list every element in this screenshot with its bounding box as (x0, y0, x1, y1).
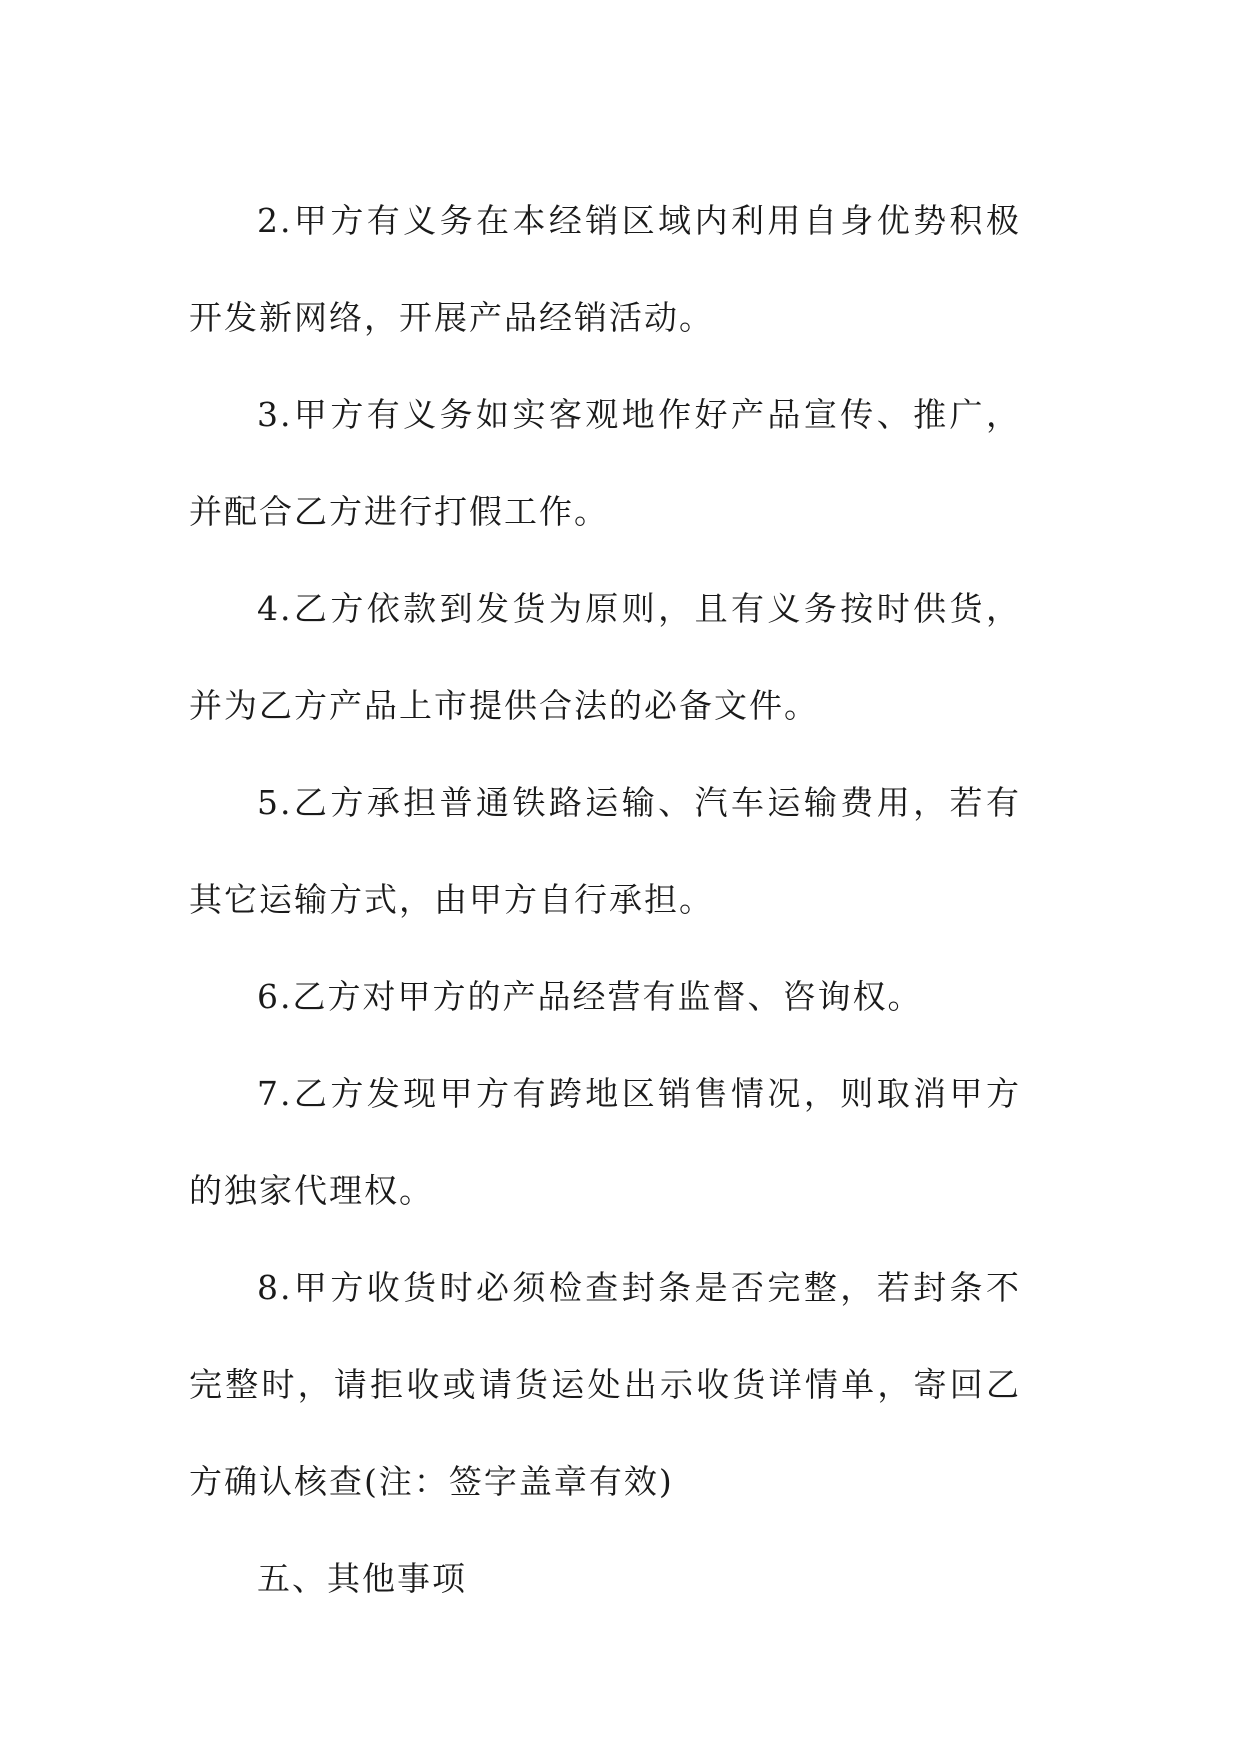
document-body (189, 172, 1021, 1627)
section-heading: 五、其他事项 (257, 1559, 467, 1598)
clause-5: 5.乙方承担普通铁路运输、汽车运输费用，若有其它运输方式，由甲方自行承担。 (189, 783, 1021, 919)
clause-6: 6.乙方对甲方的产品经营有监督、咨询权。 (257, 977, 923, 1016)
clause-7: 7.乙方发现甲方有跨地区销售情况，则取消甲方的独家代理权。 (189, 1074, 1021, 1210)
clause-8: 8.甲方收货时必须检查封条是否完整，若封条不完整时，请拒收或请货运处出示收货详情单，寄回乙方确认核查(注：签字盖章有效) (189, 1268, 1021, 1501)
clause-4: 4.乙方依款到发货为原则，且有义务按时供货，并为乙方产品上市提供合法的必备文件。 (189, 589, 1021, 725)
clause-3: 3.甲方有义务如实客观地作好产品宣传、推广，并配合乙方进行打假工作。 (189, 395, 1021, 531)
clause-2: 2.甲方有义务在本经销区域内利用自身优势积极开发新网络，开展产品经销活动。 (189, 201, 1021, 337)
